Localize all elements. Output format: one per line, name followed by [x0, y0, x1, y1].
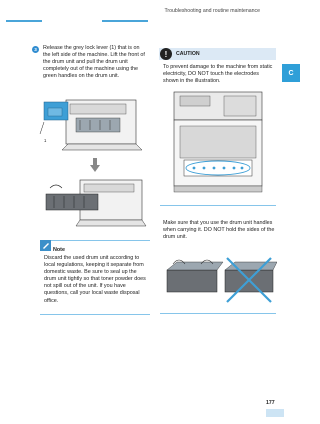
- caution-body: To prevent damage to the machine from static electricity, DO NOT touch the electrodes shown in the illustration.: [163, 64, 273, 85]
- right-column-bottom-rule: [160, 313, 276, 314]
- caution-exclamation-icon: !: [160, 48, 172, 60]
- note-pencil-icon: [40, 240, 51, 251]
- electrode-warning-illustration: [168, 88, 268, 194]
- note-bottom-rule: [40, 314, 150, 315]
- note-top-rule: [40, 240, 150, 241]
- correct-carry-figure: [167, 260, 223, 292]
- step-marker: 3: [32, 46, 39, 53]
- drum-handles-illustration: [163, 252, 277, 308]
- step-instruction: Release the grey lock lever (1) that is on the left side of the machine. Lift the front of the drum unit and pull the drum unit completely out of the machine using the green handles on the drum unit.: [43, 45, 145, 80]
- header-rule-left: [6, 20, 42, 22]
- handle-instruction: Make sure that you use the drum unit handles when carrying it. DO NOT hold the sides of the drum unit.: [163, 220, 275, 241]
- caution-title: CAUTION: [176, 51, 200, 57]
- lever-callout-number: 1: [44, 138, 47, 143]
- note-title: Note: [53, 247, 65, 253]
- incorrect-carry-figure: [225, 258, 277, 302]
- down-arrow-icon: [90, 158, 100, 172]
- page-number-box: [266, 409, 284, 417]
- note-body: Discard the used drum unit according to local regulations, keeping it separate from domestic waste. Be sure to seal up the drum unit tightly so that toner powder does not spill out of the unit. If you have questions, call your local waste disposal office.: [44, 255, 146, 304]
- caution-bottom-rule: [160, 205, 276, 206]
- header-rule-mid: [102, 20, 148, 22]
- page-number: 177: [266, 400, 275, 406]
- drum-pulled-out-illustration: [40, 176, 150, 230]
- page-header: Troubleshooting and routine maintenance: [164, 8, 260, 14]
- drum-removal-illustration: [36, 92, 150, 156]
- chapter-tab: C: [282, 64, 300, 82]
